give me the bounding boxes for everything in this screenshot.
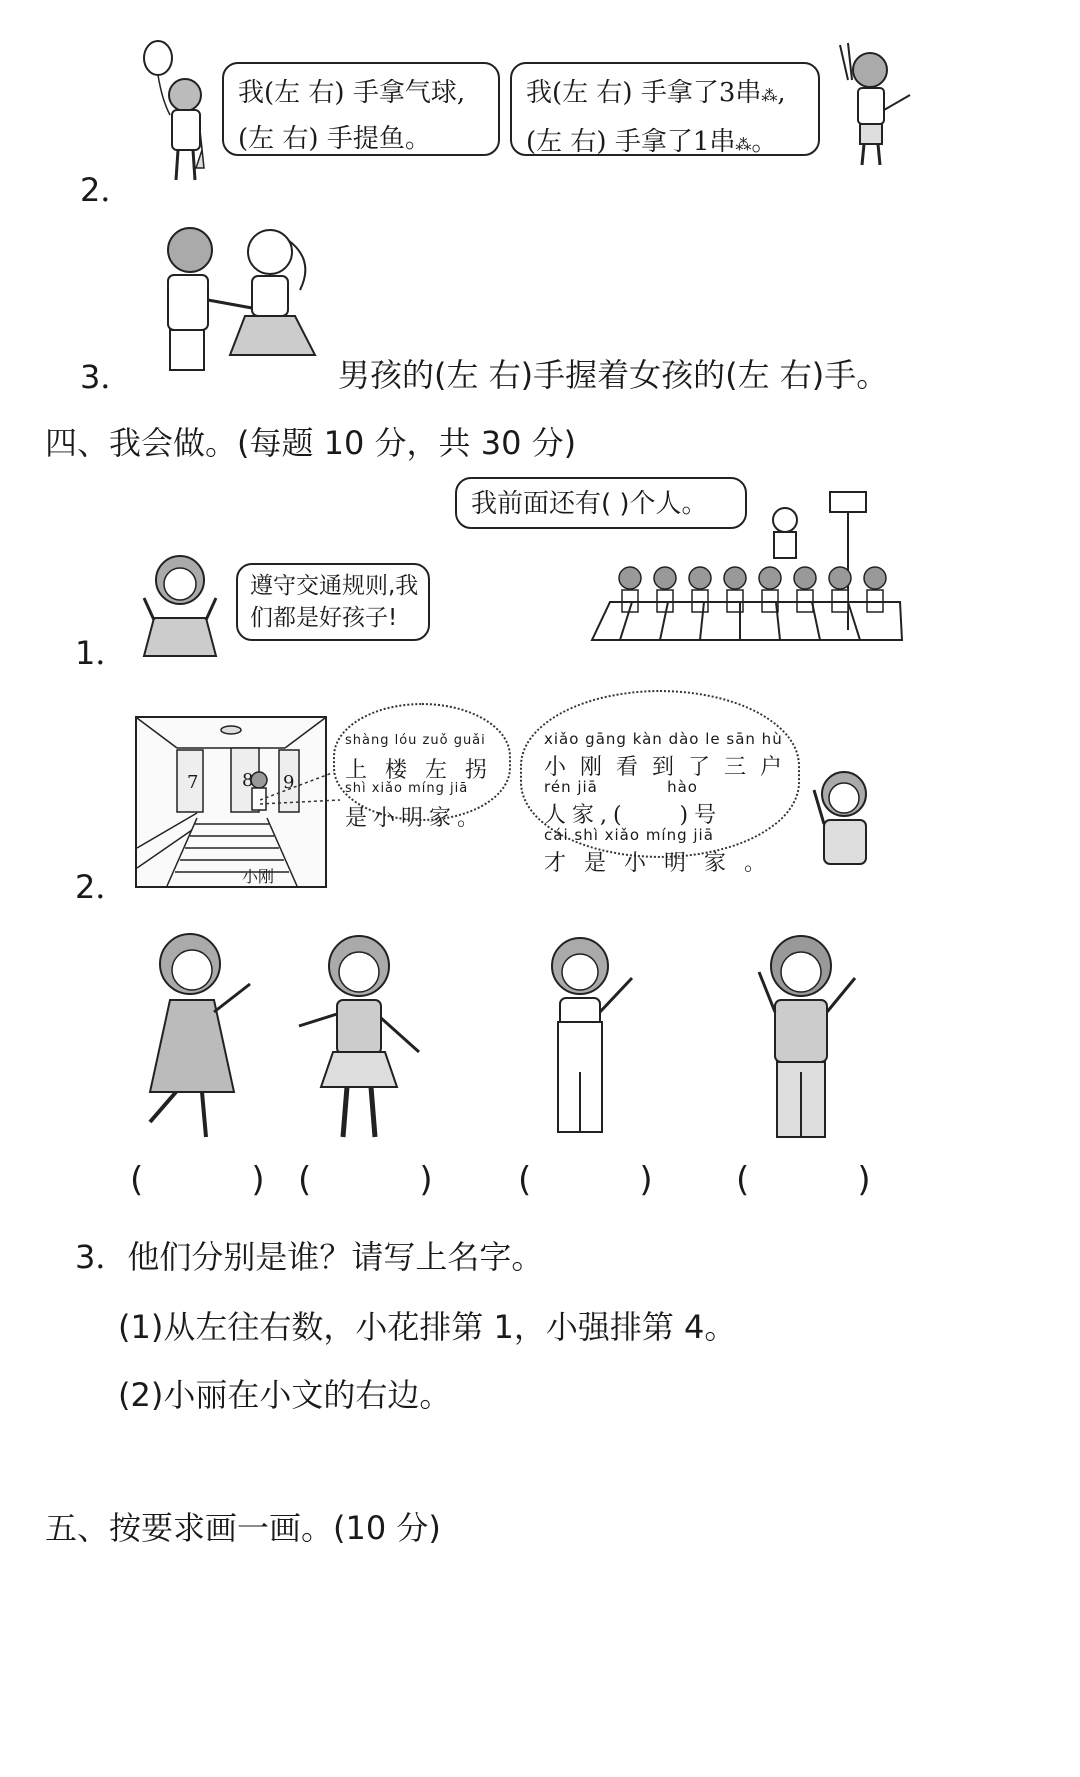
bubble-right-line2 <box>526 119 804 168</box>
cloud-big-pinyin1: xiǎo gāng kàn dào le sān hù <box>544 730 783 748</box>
girl-waving-illustration <box>130 548 230 658</box>
bubble-right-line1 <box>526 70 804 119</box>
girl-balloon-illustration <box>140 40 230 190</box>
answer-paren-2[interactable]: ( ) <box>298 1160 433 1200</box>
queue-bubble-text: 我前面还有( )个人。 <box>471 489 708 519</box>
item-number-3: 3． <box>80 358 133 396</box>
door-number-7: 7 <box>187 772 199 793</box>
cloud-big-hanzi2: 人家,( )号 <box>544 803 723 828</box>
girl-bubble-line1: 遵守交通规则,我 <box>250 573 419 599</box>
cloud-small-hanzi1: 上楼左拐 <box>345 758 506 783</box>
bubble-left-line2: (左 右) 手提鱼。 <box>238 124 431 154</box>
boy-skewers-illustration <box>820 40 920 170</box>
section4-heading: 四、我会做。(每题 10 分，共 30 分) <box>45 424 577 462</box>
girl-bubble-line2: 们都是好孩子! <box>250 605 398 631</box>
s4-item3-clue2: (2)小丽在小文的右边。 <box>118 1376 452 1414</box>
crosswalk-queue-illustration <box>590 490 910 650</box>
s4-item3-clue1: (1)从左往右数，小花排第 1，小强排第 4。 <box>118 1308 737 1346</box>
bubble-right-line2-text: (左 右) 手拿了1串 <box>526 127 736 157</box>
cloud-small-pinyin1: shàng lóu zuǒ guǎi <box>345 733 486 748</box>
bubble-balloon-girl <box>222 62 500 156</box>
child-4-boy-illustration <box>745 922 875 1147</box>
door-number-8: 8 <box>242 770 254 791</box>
cloud-big-pinyin2: rén jiā hào <box>544 778 698 796</box>
item-number-2: 2． <box>80 171 133 209</box>
bubble-left-line1: 我(左 右) 手拿气球, <box>238 78 466 108</box>
cloud-small-pinyin2: shì xiǎo míng jiā <box>345 781 469 796</box>
answer-paren-3[interactable]: ( ) <box>518 1160 653 1200</box>
cloud-big <box>520 690 800 876</box>
answer-paren-4[interactable]: ( ) <box>736 1160 871 1200</box>
child-1-girl-illustration <box>130 922 260 1147</box>
skewer-icon: ⁂ <box>735 135 752 154</box>
cloud-big-hanzi3: 才是小明家。 <box>544 851 785 876</box>
bubble-right-line1-end: , <box>777 78 786 108</box>
door-number-9: 9 <box>283 772 295 793</box>
boy-girl-handshake-illustration <box>150 220 330 380</box>
boy-pointing-illustration <box>800 760 880 870</box>
answer-paren-1[interactable]: ( ) <box>130 1160 265 1200</box>
section5-heading: 五、按要求画一画。(10 分) <box>45 1509 441 1547</box>
bubble-skewer-boy <box>510 62 820 156</box>
s4-item3-question: 3．他们分别是谁？请写上名字。 <box>75 1238 544 1276</box>
cloud-big-hanzi1: 小刚看到了三户 <box>544 755 797 780</box>
cloud-big-pinyin3: cái shì xiǎo míng jiā <box>544 826 714 844</box>
cloud-small <box>333 703 511 831</box>
s4-item-number-2: 2． <box>75 868 128 906</box>
cloud-small-hanzi2: 是小明家。 <box>345 806 486 831</box>
s4-item-number-1: 1． <box>75 634 128 672</box>
bubble-right-line2-end: 。 <box>751 127 778 157</box>
child-3-girl-illustration <box>520 922 650 1147</box>
skewer-icon: ⁂ <box>761 86 778 105</box>
item3-sentence: 男孩的(左 右)手握着女孩的(左 右)手。 <box>338 356 889 394</box>
child-2-girl-illustration <box>295 922 425 1147</box>
stair-label: 小刚 <box>242 867 275 886</box>
bubble-right-line1-text: 我(左 右) 手拿了3串 <box>526 78 762 108</box>
girl-bubble <box>236 563 430 641</box>
